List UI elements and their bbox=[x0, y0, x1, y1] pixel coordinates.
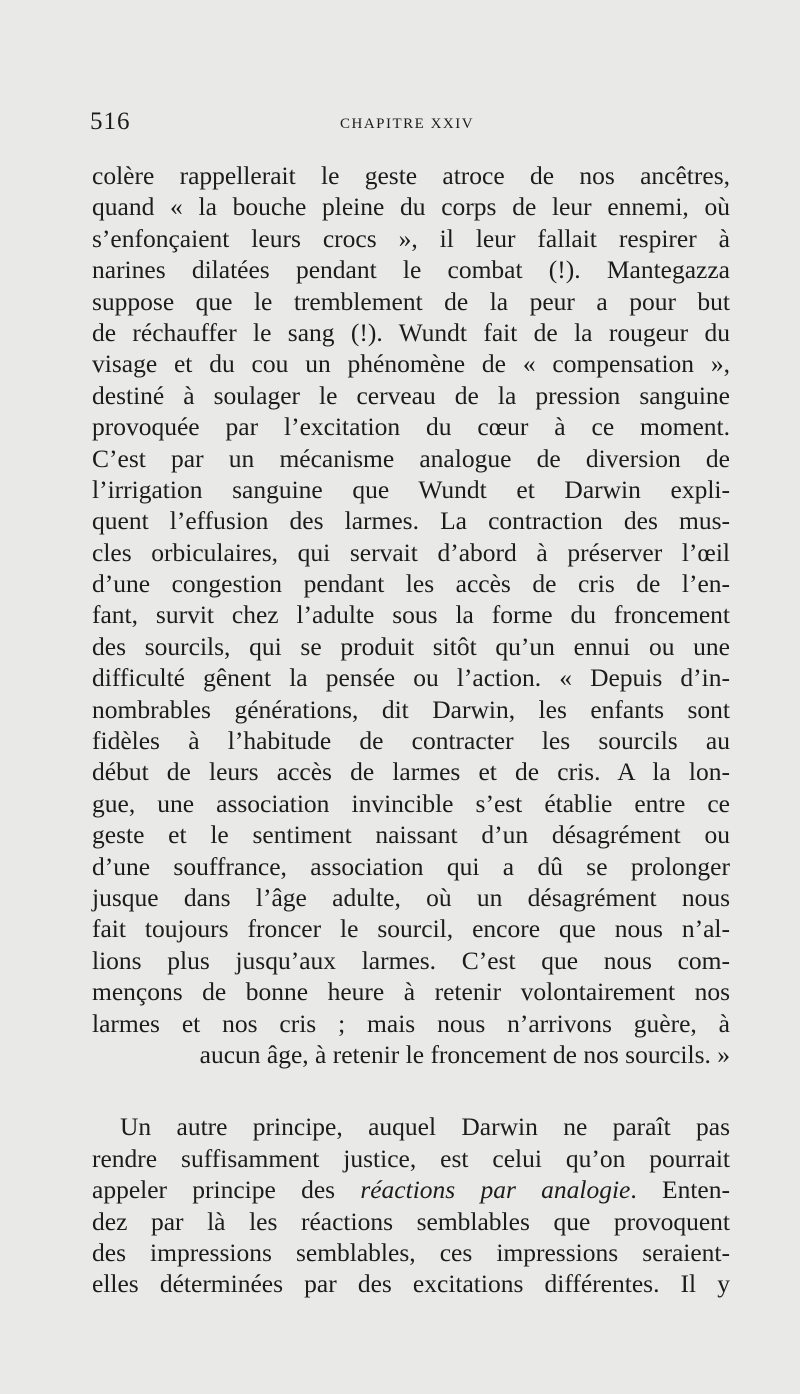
text-line: s’enfonçaient leurs crocs », il leur fallait respirer à bbox=[92, 223, 730, 253]
italic-phrase: réactions par analogie bbox=[360, 1175, 631, 1205]
text-line: des impressions semblables, ces impressions seraient- bbox=[92, 1237, 730, 1267]
page-number: 516 bbox=[90, 108, 131, 135]
body-text bbox=[92, 160, 730, 1300]
page-header bbox=[90, 108, 730, 140]
text-line: d’une congestion pendant les accès de cris de l’en- bbox=[92, 569, 730, 599]
text-line: fant, survit chez l’adulte sous la forme du froncement bbox=[92, 600, 730, 630]
text-line: quent l’effusion des larmes. La contraction des mus- bbox=[92, 506, 730, 536]
text-line: de réchauffer le sang (!). Wundt fait de la rougeur du bbox=[92, 317, 730, 347]
text-line bbox=[92, 1174, 730, 1205]
text-line: aucun âge, à retenir le froncement de nos sourcils. » bbox=[199, 1039, 730, 1069]
text-line: lions plus jusqu’aux larmes. C’est que nous com- bbox=[92, 945, 730, 975]
text-line: cles orbiculaires, qui servait d’abord à préserver l’œil bbox=[92, 537, 730, 567]
text-line: visage et du cou un phénomène de « compensation », bbox=[92, 349, 730, 379]
text-line: elles déterminées par des excitations différentes. Il y bbox=[92, 1269, 730, 1299]
text-line: mençons de bonne heure à retenir volontairement nos bbox=[92, 977, 730, 1007]
text-line: C’est par un mécanisme analogue de diversion de bbox=[92, 443, 730, 473]
text-line: début de leurs accès de larmes et de cris. A la lon- bbox=[92, 757, 730, 787]
text-line: Un autre principe, auquel Darwin ne paraît pas bbox=[120, 1112, 730, 1142]
text-line: rendre suffisamment justice, est celui qu’on pourrait bbox=[92, 1143, 730, 1173]
text-line: jusque dans l’âge adulte, où un désagrément nous bbox=[92, 882, 730, 912]
text-line: suppose que le tremblement de la peur a pour but bbox=[92, 286, 730, 316]
text-line: provoquée par l’excitation du cœur à ce moment. bbox=[92, 412, 730, 442]
text-line: fait toujours froncer le sourcil, encore que nous n’al- bbox=[92, 914, 730, 944]
text-line: geste et le sentiment naissant d’un désagrément ou bbox=[92, 820, 730, 850]
text-line: nombrables générations, dit Darwin, les enfants sont bbox=[92, 694, 730, 724]
text-line: d’une souffrance, association qui a dû se prolonger bbox=[92, 851, 730, 881]
text-line: fidèles à l’habitude de contracter les sourcils au bbox=[92, 726, 730, 756]
text-line: difficulté gênent la pensée ou l’action. « Depuis d’in- bbox=[92, 663, 730, 693]
text-line: larmes et nos cris ; mais nous n’arrivons guère, à bbox=[92, 1008, 730, 1038]
text-line: gue, une association invincible s’est établie entre ce bbox=[92, 788, 730, 818]
paragraph-1 bbox=[92, 160, 730, 1070]
text-line: destiné à soulager le cerveau de la pression sanguine bbox=[92, 380, 730, 410]
paragraph-2 bbox=[92, 1111, 730, 1299]
text-line: des sourcils, qui se produit sitôt qu’un ennui ou une bbox=[92, 631, 730, 661]
text-line: quand « la bouche pleine du corps de leur ennemi, où bbox=[92, 192, 730, 222]
text-line: dez par là les réactions semblables que provoquent bbox=[92, 1206, 730, 1236]
text-line: narines dilatées pendant le combat (!). Mantegazza bbox=[92, 255, 730, 285]
running-head: CHAPITRE XXIV bbox=[340, 116, 475, 132]
text-segment: . Enten- bbox=[630, 1175, 730, 1205]
paragraph-gap bbox=[92, 1070, 730, 1111]
text-line: l’irrigation sanguine que Wundt et Darwin expli- bbox=[92, 474, 730, 504]
text-segment: appeler principe des bbox=[92, 1175, 361, 1205]
text-line: colère rappellerait le geste atroce de nos ancêtres, bbox=[92, 161, 730, 190]
